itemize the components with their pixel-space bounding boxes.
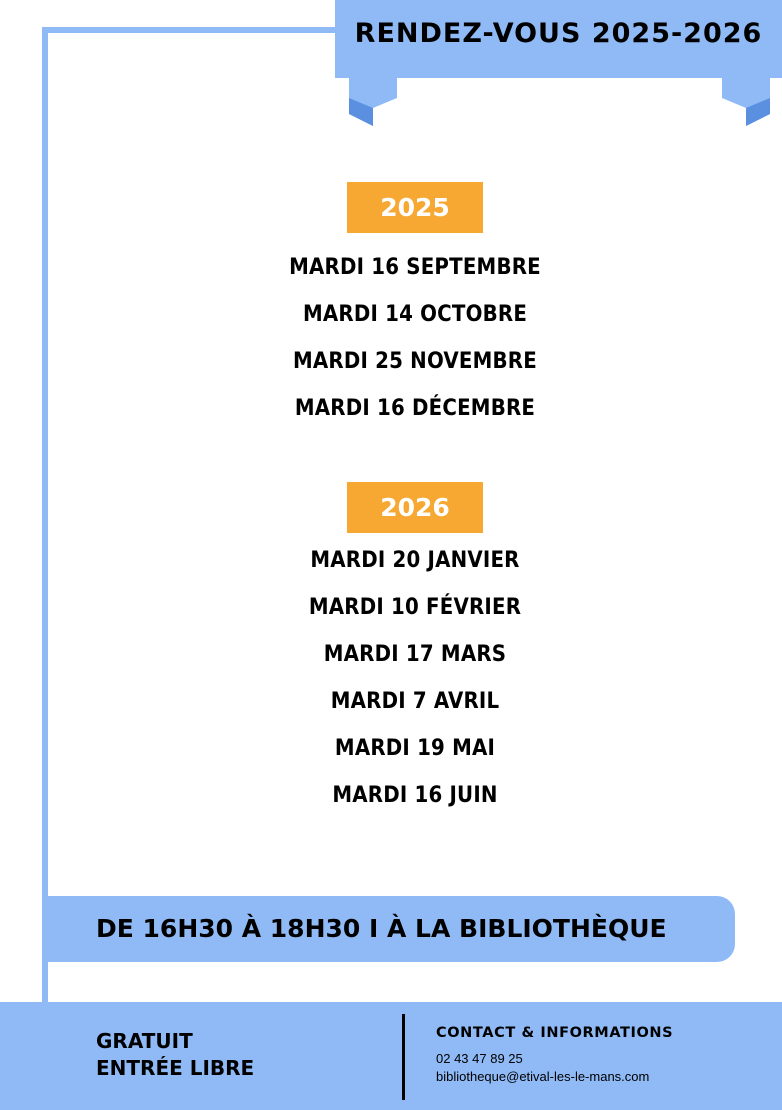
list-item: MARDI 20 JANVIER xyxy=(310,548,520,573)
footer-divider xyxy=(402,1014,405,1100)
page-title: RENDEZ-VOUS 2025-2026 xyxy=(354,18,763,49)
year-badge-2025: 2025 xyxy=(347,182,483,233)
list-item: MARDI 16 JUIN xyxy=(332,783,498,808)
list-item: MARDI 14 OCTOBRE xyxy=(302,302,528,327)
list-item: MARDI 10 FÉVRIER xyxy=(308,595,522,620)
list-item: MARDI 16 SEPTEMBRE xyxy=(289,255,541,280)
time-location-banner xyxy=(48,896,735,962)
contact-phone: 02 43 47 89 25 xyxy=(436,1051,523,1066)
frame-top-border xyxy=(42,27,342,33)
ribbon-fold-right xyxy=(722,78,770,126)
time-location-text: DE 16H30 À 18H30 I À LA BIBLIOTHÈQUE xyxy=(96,914,667,943)
ribbon-fold-left xyxy=(349,78,397,126)
date-list-2025 xyxy=(48,244,782,432)
title-ribbon xyxy=(335,0,782,78)
list-item: MARDI 16 DÉCEMBRE xyxy=(294,396,536,421)
footer xyxy=(0,1002,782,1110)
list-item: MARDI 7 AVRIL xyxy=(330,689,500,714)
list-item: MARDI 19 MAI xyxy=(334,736,496,761)
date-list-2026 xyxy=(48,537,782,819)
frame-left-border xyxy=(42,27,48,1007)
contact-email[interactable]: bibliotheque@etival-les-le-mans.com xyxy=(436,1069,650,1084)
admission-info xyxy=(96,1028,254,1082)
contact-block xyxy=(436,1024,673,1086)
list-item: MARDI 25 NOVEMBRE xyxy=(293,349,537,374)
list-item: MARDI 17 MARS xyxy=(323,642,507,667)
free-label: GRATUIT xyxy=(96,1029,193,1053)
year-badge-2026: 2026 xyxy=(347,482,483,533)
free-entry-label: ENTRÉE LIBRE xyxy=(96,1056,255,1080)
contact-heading: CONTACT & INFORMATIONS xyxy=(436,1025,674,1041)
